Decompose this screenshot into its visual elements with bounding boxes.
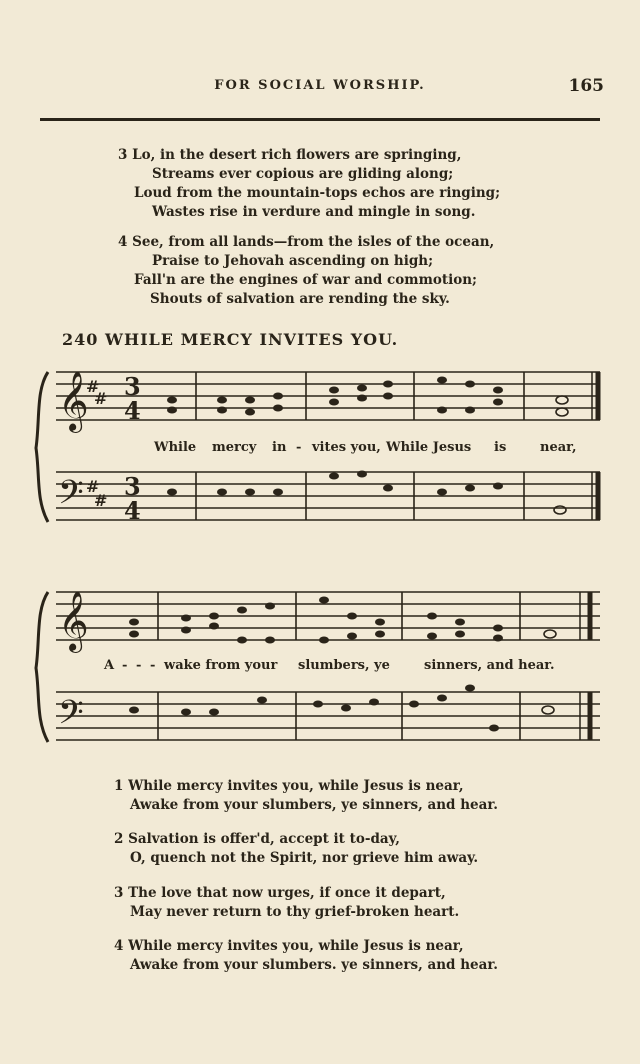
verse-number: 4 — [114, 938, 124, 954]
svg-text:4: 4 — [124, 496, 141, 525]
svg-text:𝄞: 𝄞 — [58, 371, 89, 431]
verse-2 — [114, 830, 478, 868]
svg-text:𝄞: 𝄞 — [58, 591, 89, 651]
verse-number: 2 — [114, 831, 124, 847]
lyric-syllable: vites you, — [312, 440, 381, 455]
stanza-line: Loud from the mountain-tops echos are ringing; — [134, 185, 501, 201]
lyric-syllable: is — [494, 440, 507, 455]
lyric-syllable: mercy — [212, 440, 257, 455]
svg-text:#: # — [86, 377, 100, 396]
verse-line: While mercy invites you, while Jesus is near, — [128, 778, 464, 794]
lyric-syllable: While — [154, 440, 197, 455]
stanza-line: Shouts of salvation are rending the sky. — [150, 291, 450, 307]
svg-text:𝄢: 𝄢 — [58, 474, 84, 520]
lyric-syllable: in — [272, 440, 287, 455]
verse-line: Awake from your slumbers. ye sinners, and hear. — [130, 957, 498, 973]
verse-1 — [114, 777, 498, 815]
lyric-syllable: slumbers, ye — [298, 658, 390, 673]
hymn-name: WHILE MERCY INVITES YOU. — [104, 330, 399, 349]
verse-number: 1 — [114, 778, 124, 794]
lyric-syllable: near, — [540, 440, 577, 455]
svg-text:#: # — [94, 389, 108, 408]
lyric-syllable: - — [296, 440, 302, 455]
hymn-number: 240 — [62, 330, 99, 349]
verse-line: May never return to thy grief-broken heart. — [130, 904, 460, 920]
lyric-syllable: While Jesus — [386, 440, 472, 455]
stanza-line: Fall'n are the engines of war and commotion; — [134, 272, 478, 288]
lyric-syllable: - — [136, 658, 142, 673]
stanza-number: 3 — [118, 147, 128, 163]
verse-line: Awake from your slumbers, ye sinners, and hear. — [130, 797, 498, 813]
running-header: FOR SOCIAL WORSHIP. — [214, 78, 426, 93]
stanza-line: See, from all lands—from the isles of the ocean, — [132, 234, 495, 250]
verse-number: 3 — [114, 885, 124, 901]
lyric-syllable: wake from your — [164, 658, 278, 673]
verse-line: The love that now urges, if once it depart, — [128, 885, 446, 901]
verse-line: O, quench not the Spirit, nor grieve him away. — [130, 850, 479, 866]
svg-text:#: # — [94, 491, 108, 510]
verse-line: Salvation is offer'd, accept it to-day, — [128, 831, 400, 847]
svg-text:𝄢: 𝄢 — [58, 694, 84, 740]
svg-text:4: 4 — [124, 396, 141, 425]
stanza-line: Lo, in the desert rich flowers are springing, — [132, 147, 462, 163]
stanza-line: Praise to Jehovah ascending on high; — [152, 253, 434, 269]
verse-4 — [114, 937, 498, 975]
lyric-syllable: sinners, and hear. — [424, 658, 555, 673]
stanza-line: Streams ever copious are gliding along; — [152, 166, 454, 182]
svg-text:3: 3 — [124, 372, 141, 401]
svg-text:3: 3 — [124, 472, 141, 501]
lyric-syllable: A — [104, 658, 115, 673]
stanza-number: 4 — [118, 234, 128, 250]
stanza-line: Wastes rise in verdure and mingle in song. — [152, 204, 476, 220]
svg-text:#: # — [86, 477, 100, 496]
lyric-syllable: - — [122, 658, 128, 673]
verse-3 — [114, 884, 459, 922]
page-number: 165 — [568, 76, 604, 96]
verse-line: While mercy invites you, while Jesus is near, — [128, 938, 464, 954]
lyric-syllable: - — [150, 658, 156, 673]
